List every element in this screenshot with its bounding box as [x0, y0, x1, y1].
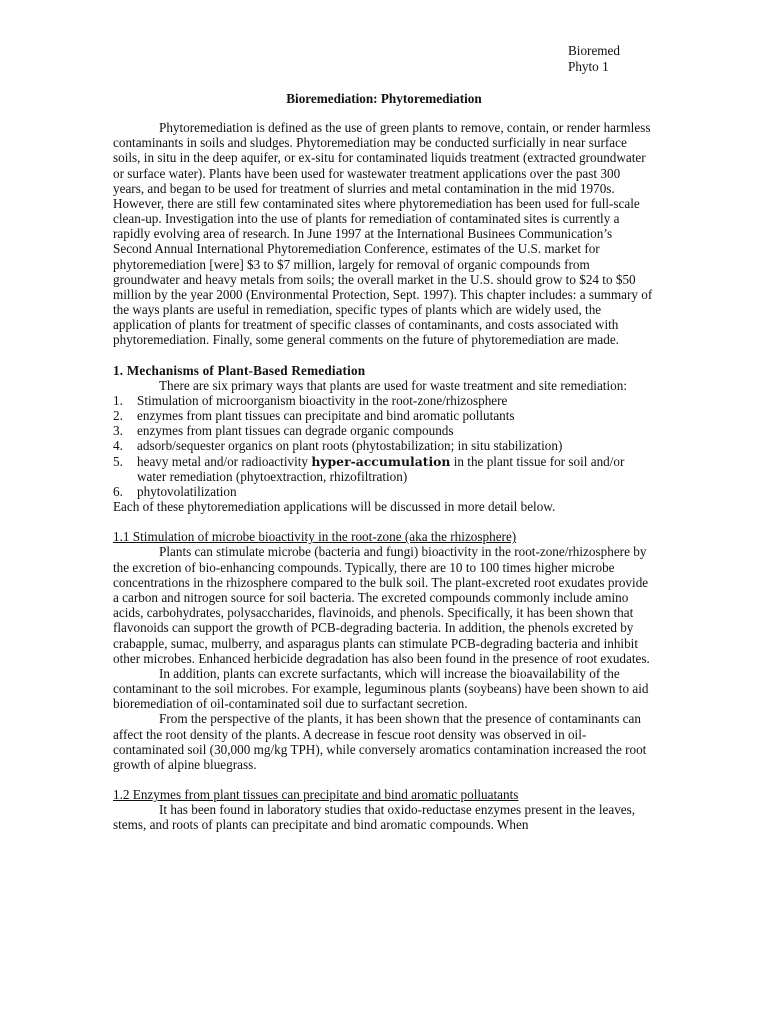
- header-line-1: Bioremed: [568, 43, 621, 58]
- section-1-1-paragraph-1: Plants can stimulate microbe (bacteria and fungi) bioactivity in the root-zone/rhizosphere by the excretion of bio-enhancing compounds. Typically, there are 10 to 100 times higher microbe concentrations in the rhizosphere compared to the bulk soil. The plant-excreted root exudates provide a carbon and nitrogen source for soil bacteria. The excreted compounds commonly include amino acids, carbohydrates, polysaccharides, flavinoids, and phenols. Specifically, it has been shown that flavonoids can support the growth of PCB-degrading bacteria. In addition, the phenols excreted by crabapple, sumac, mulberry, and asparagus plants can stimulate PCB-degrading bacteria and inhibit other microbes. Enhanced herbicide degradation has also been found in the presence of root exudates.: [113, 544, 650, 666]
- list-item-number: 4.: [113, 438, 123, 454]
- section-1-2-heading: 1.2 Enzymes from plant tissues can precipitate and bind aromatic polluatants: [113, 787, 519, 803]
- section-1-1-paragraph-2: In addition, plants can excrete surfactants, which will increase the bioavailability of the contaminant to the soil microbes. For example, leguminous plants (soybeans) have been shown to aid bioremediation of oil-contaminated soil due to surfactant secretion.: [113, 665, 649, 712]
- document-title: Bioremediation: Phytoremediation: [286, 91, 482, 106]
- intro-paragraph: Phytoremediation is defined as the use of green plants to remove, contain, or render harmless contaminants in soils and sludges. Phytoremediation may be conducted surficially in near surface soils, in situ in the deep aquifer, or ex-situ for contaminated liquids treatment (extracted groundwater or surface water). Plants have been used for wastewater treatment applications over the past 300 years, and began to be used for treatment of slurries and metal contamination in the mid 1970s. However, there are still few contaminated sites where phytoremediation has been used for full-scale clean-up. Investigation into the use of plants for remediation of contaminated sites is currently a rapidly evolving area of research. In June 1997 at the International Businees Communication’s Second Annual International Phytoremediation Conference, estimates of the U.S. market for phytoremediation [were] $3 to $7 million, largely for removal of organic compounds from groundwater and heavy metals from soils; the overall market in the U.S. should grow to $24 to $50 million by the year 2000 (Environmental Protection, Sept. 1997). This chapter includes: a summary of the ways plants are useful in remediation, specific types of plants which are widely used, the application of plants for treatment of specific classes of contaminants, and costs associated with phytoremediation. Finally, some general comments on the future of phytoremediation are made.: [113, 120, 653, 348]
- list-item-text: enzymes from plant tissues can degrade organic compounds: [137, 423, 454, 439]
- list-item-number: 1.: [113, 392, 123, 408]
- section-1-lead: There are six primary ways that plants are used for waste treatment and site remediation:: [159, 377, 627, 393]
- list-item-number: 3.: [113, 423, 123, 439]
- list-item-number: 2.: [113, 408, 123, 424]
- section-1-2-paragraph-1: It has been found in laboratory studies that oxido-reductase enzymes present in the leaves, stems, and roots of plants can precipitate and bind aromatic compounds. When: [113, 802, 636, 833]
- list-item-text-pre: heavy metal and/or radioactivity: [137, 453, 312, 469]
- list-item-text: enzymes from plant tissues can precipitate and bind aromatic pollutants: [137, 408, 515, 424]
- section-1-heading: 1. Mechanisms of Plant-Based Remediation: [113, 362, 366, 378]
- list-item-text: adsorb/sequester organics on plant roots (phytostabilization; in situ stabilization): [137, 438, 563, 454]
- list-item-text-post: in the plant tissue for soil and/or water remediation (phytoextraction, rhizofiltration): [137, 453, 625, 484]
- list-item: [113, 454, 653, 484]
- mechanisms-list: [113, 393, 653, 499]
- list-item-text: phytovolatilization: [137, 483, 237, 499]
- list-item: [113, 484, 653, 499]
- list-item-bold-term: hyper-accumulation: [311, 453, 451, 469]
- list-item-number: 5.: [113, 453, 123, 469]
- section-1-1-paragraph-3: From the perspective of the plants, it has been shown that the presence of contaminants can affect the root density of the plants. A decrease in fescue root density was observed in oil-contaminated soil (30,000 mg/kg TPH), while conversely aromatics contamination increased the root growth of alpine bluegrass.: [113, 711, 647, 772]
- list-item-number: 6.: [113, 483, 123, 499]
- section-1-1-heading: 1.1 Stimulation of microbe bioactivity in the root-zone (aka the rhizosphere): [113, 529, 517, 545]
- section-1-closing: Each of these phytoremediation applications will be discussed in more detail below.: [113, 499, 556, 515]
- list-item: [113, 393, 653, 408]
- list-item: [113, 408, 653, 423]
- list-item: [113, 438, 653, 453]
- document-body: [113, 120, 653, 833]
- list-item: [113, 423, 653, 438]
- running-header: [568, 43, 620, 74]
- header-line-2: Phyto 1: [568, 58, 609, 74]
- list-item-text: Stimulation of microorganism bioactivity in the root-zone/rhizosphere: [137, 392, 508, 408]
